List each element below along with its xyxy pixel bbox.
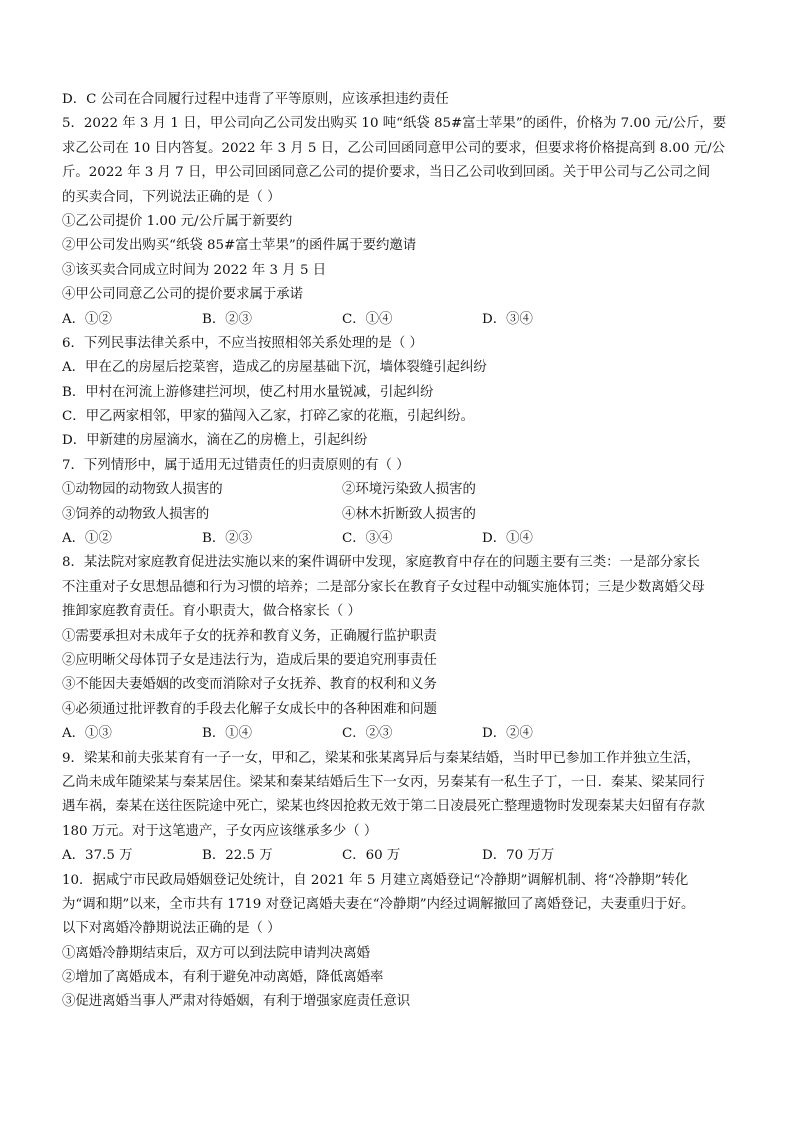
text-line: ③该买卖合同成立时间为 2022 年 3 月 5 日 [62, 262, 327, 278]
text-line: D．C 公司在合同履行过程中违背了平等原则，应该承担违约责任 [62, 92, 449, 107]
text-line: ②增加了离婚成本，有利于避免冲动离婚，降低离婚率 [62, 970, 384, 986]
text-line: 8．某法院对家庭教育促进法实施以来的案件调研中发现，家庭教育中存在的问题主要有三类：一是部分家长 [62, 555, 700, 571]
text-line: ①乙公司提价 1.00 元/公斤属于新要约 [62, 213, 293, 229]
statement-item: ①动物园的动物致人损害的 [62, 482, 223, 498]
text-line: ④甲公司同意乙公司的提价要求属于承诺 [62, 287, 304, 303]
answer-option: B．22.5 万 [202, 848, 273, 864]
answer-options-row [62, 722, 752, 746]
answer-option: A．①③ [62, 726, 112, 742]
text-line: 9．梁某和前夫张某育有一子一女，甲和乙，梁某和张某离异后与秦某结婚，当时甲已参加工作并独立生活， [62, 750, 700, 766]
text-line: 斤。2022 年 3 月 7 日，甲公司回函同意乙公司的提价要求，当日乙公司收到回函。关于甲公司与乙公司之间 [62, 165, 711, 181]
text-line: 的买卖合同，下列说法正确的是（ ） [62, 189, 281, 205]
answer-option: D．70 万万 [482, 848, 555, 864]
text-line: 5．2022 年 3 月 1 日，甲公司向乙公司发出购买 10 吨“纸袋 85#富士苹果”的函件，价格为 7.00 元/公斤，要 [62, 116, 727, 132]
answer-option: C．②③ [342, 726, 393, 742]
text-line: ④必须通过批评教育的手段去化解子女成长中的各种困难和问题 [62, 701, 437, 717]
exam-page-content [62, 88, 752, 1015]
answer-option: B．②③ [202, 311, 253, 327]
text-line: 不注重对子女思想品德和行为习惯的培养；二是部分家长在教育子女过程中动辄实施体罚；三是少数离婚父母 [62, 579, 705, 595]
answer-option: A．37.5 万 [62, 848, 133, 864]
text-line: C．甲乙两家相邻，甲家的猫闯入乙家，打碎乙家的花瓶，引起纠纷。 [62, 409, 474, 425]
statement-item: ②环境污染致人损害的 [342, 482, 476, 498]
text-line: 推卸家庭教育责任。育小职责大，做合格家长（ ） [62, 604, 361, 620]
answer-option: B．②③ [202, 531, 253, 547]
text-line: 遇车祸，秦某在送往医院途中死亡，梁某也终因抢救无效于第二日凌晨死亡整理遗物时发现秦某夫妇留有存款 [62, 799, 705, 815]
text-line: 180 万元。对于这笔遗产，子女丙应该继承多少（ ） [62, 823, 378, 839]
text-line: B．甲村在河流上游修建拦河坝，使乙村用水量锐减，引起纠纷 [62, 384, 434, 400]
statement-pair-row [62, 503, 752, 527]
text-line: A．甲在乙的房屋后挖菜窖，造成乙的房屋基础下沉，墙体裂缝引起纠纷 [62, 360, 487, 376]
answer-option: A．①② [62, 531, 112, 547]
text-line: 6．下列民事法律关系中，不应当按照相邻关系处理的是（ ） [62, 335, 423, 351]
text-line: ③促进离婚当事人严肃对待婚姻，有利于增强家庭责任意识 [62, 994, 411, 1010]
answer-option: B．①④ [202, 726, 253, 742]
text-line: ①离婚冷静期结束后，双方可以到法院申请判决离婚 [62, 945, 370, 961]
text-line: 为“调和期”以来，全市共有 1719 对登记离婚夫妻在“冷静期”内经过调解撤回了离婚登记，夫妻重归于好。 [62, 896, 695, 912]
statement-pair-row [62, 478, 752, 502]
answer-option: D．①④ [482, 531, 533, 547]
text-line: ③不能因夫妻婚姻的改变而消除对子女抚养、教育的权利和义务 [62, 677, 437, 693]
text-line: 乙尚未成年随梁某与秦某居住。梁某和秦某结婚后生下一女丙，另秦某有一私生子丁，一日．秦某、梁某同行 [62, 774, 705, 790]
text-line: 以下对离婚冷静期说法正确的是（ ） [62, 921, 281, 937]
answer-option: A．①② [62, 311, 112, 327]
answer-option: C．①④ [342, 311, 393, 327]
statement-item: ④林木折断致人损害的 [342, 506, 476, 522]
text-line: 求乙公司在 10 日内答复。2022 年 3 月 5 日，乙公司回函同意甲公司的要求，但要求将价格提高到 8.00 元/公 [62, 140, 726, 156]
text-line: ②甲公司发出购买“纸袋 85#富士苹果”的函件属于要约邀请 [62, 238, 417, 254]
text-line: 7．下列情形中，属于适用无过错责任的归责原则的有（ ） [62, 457, 410, 473]
answer-options-row [62, 527, 752, 551]
answer-option: C．③④ [342, 531, 393, 547]
text-line: D．甲新建的房屋滴水，滴在乙的房檐上，引起纠纷 [62, 433, 368, 449]
answer-option: D．②④ [482, 726, 533, 742]
answer-options-row [62, 844, 752, 868]
answer-option: D．③④ [482, 311, 533, 327]
answer-options-row [62, 308, 752, 332]
statement-item: ③饲养的动物致人损害的 [62, 506, 210, 522]
text-line: ①需要承担对未成年子女的抚养和教育义务，正确履行监护职责 [62, 628, 437, 644]
text-line: ②应明晰父母体罚子女是违法行为，造成后果的要追究刑事责任 [62, 652, 437, 668]
text-line: 10．据咸宁市民政局婚姻登记处统计，自 2021 年 5 月建立离婚登记“冷静期”调解机制、将“冷静期”转化 [62, 872, 689, 888]
answer-option: C．60 万 [342, 848, 401, 864]
